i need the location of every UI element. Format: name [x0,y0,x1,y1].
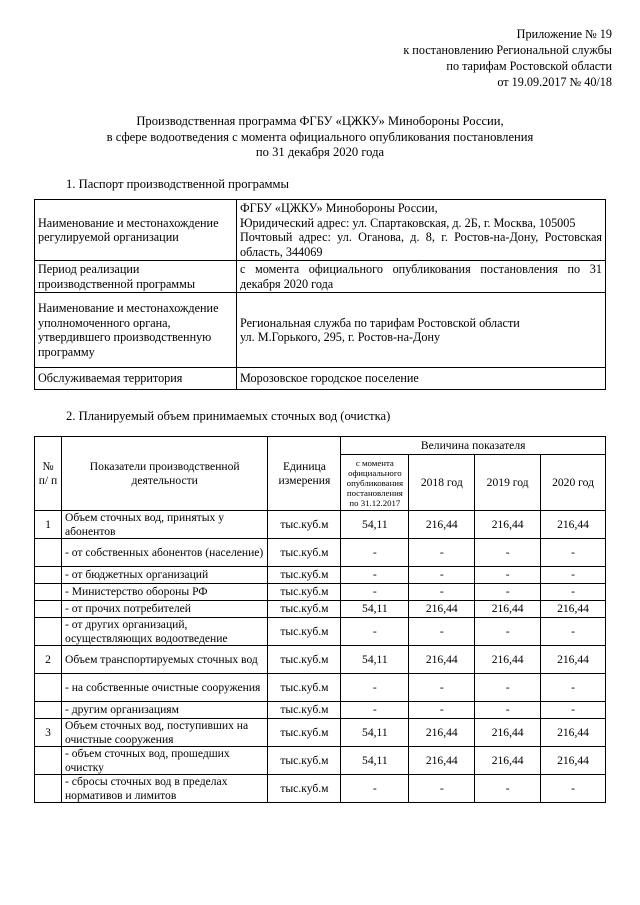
row-value-2018: 216,44 [409,719,475,747]
row-base-value: 54,11 [341,601,409,618]
table-row [35,511,606,539]
passport-value-line: ул. М.Горького, 295, г. Ростов-на-Дону [240,330,441,344]
row-unit: тыс.куб.м [268,539,341,567]
row-value-2020: - [541,584,606,601]
row-value-2020: - [541,674,606,702]
row-base-value: - [341,539,409,567]
row-unit: тыс.куб.м [268,601,341,618]
header-name: Показатели производственной деятельности [61,437,268,511]
header-base-period: с момента официального опубликования постановления по 31.12.2017 [341,455,409,511]
row-value-2019: 216,44 [475,646,541,674]
row-unit: тыс.куб.м [268,567,341,584]
row-indicator: - другим организациям [61,702,268,719]
passport-row [35,261,606,293]
passport-value [237,200,606,261]
row-unit: тыс.куб.м [268,719,341,747]
header-year-2019: 2019 год [475,455,541,511]
row-value-2018: - [409,775,475,803]
header-year-2018: 2018 год [409,455,475,511]
row-unit: тыс.куб.м [268,584,341,601]
header-unit: Единица измерения [268,437,341,511]
row-unit: тыс.куб.м [268,775,341,803]
appendix-line: по тарифам Ростовской области [446,59,612,73]
volume-table [34,436,606,803]
row-value-2019: - [475,539,541,567]
row-number [35,584,62,601]
table-row [35,719,606,747]
row-value-2019: 216,44 [475,747,541,775]
row-indicator: - от других организаций, осуществляющих водоотведение [61,618,268,646]
row-unit: тыс.куб.м [268,646,341,674]
table-row [35,601,606,618]
row-number: 3 [35,719,62,747]
row-value-2020: 216,44 [541,601,606,618]
appendix-line: от 19.09.2017 № 40/18 [497,75,612,89]
row-number [35,601,62,618]
table-row [35,567,606,584]
passport-key: Наименование и местонахождение регулируемой организации [35,200,237,261]
row-indicator: Объем сточных вод, поступивших на очистные сооружения [61,719,268,747]
row-value-2018: 216,44 [409,601,475,618]
row-value-2020: 216,44 [541,719,606,747]
passport-key: Период реализации производственной программы [35,261,237,293]
section-heading-passport: 1. Паспорт производственной программы [66,177,289,191]
row-value-2018: - [409,584,475,601]
row-base-value: 54,11 [341,646,409,674]
passport-value: Морозовское городское поселение [237,368,606,390]
row-value-2019: - [475,775,541,803]
row-indicator: - от бюджетных организаций [61,567,268,584]
row-number: 2 [35,646,62,674]
row-base-value: - [341,567,409,584]
table-row [35,674,606,702]
row-indicator: - сбросы сточных вод в пределах нормативов и лимитов [61,775,268,803]
header-num: № п/ п [35,437,62,511]
passport-value: с момента официального опубликования постановления по 31 декабря 2020 года [237,261,606,293]
row-indicator: Объем сточных вод, принятых у абонентов [61,511,268,539]
row-indicator: - от собственных абонентов (население) [61,539,268,567]
row-base-value: - [341,618,409,646]
row-base-value: - [341,584,409,601]
table-row [35,618,606,646]
row-number [35,618,62,646]
row-unit: тыс.куб.м [268,618,341,646]
row-value-2020: - [541,775,606,803]
row-base-value: 54,11 [341,747,409,775]
row-indicator: - от прочих потребителей [61,601,268,618]
table-row [35,539,606,567]
row-value-2020: - [541,567,606,584]
row-value-2019: - [475,618,541,646]
row-value-2018: - [409,702,475,719]
row-unit: тыс.куб.м [268,702,341,719]
row-value-2020: - [541,618,606,646]
document-title [30,114,610,161]
appendix-line: Приложение № 19 [516,27,612,41]
title-line: Производственная программа ФГБУ «ЦЖКУ» Минобороны России, [136,114,504,128]
passport-value-line: ФГБУ «ЦЖКУ» Минобороны России, [240,201,438,215]
table-row [35,702,606,719]
header-row [35,437,606,455]
header-year-2020: 2020 год [541,455,606,511]
row-value-2020: 216,44 [541,646,606,674]
passport-row [35,200,606,261]
volume-table-body [35,511,606,803]
row-value-2018: 216,44 [409,747,475,775]
row-number [35,674,62,702]
passport-value [237,293,606,368]
row-base-value: - [341,702,409,719]
section-heading-volume: 2. Планируемый объем принимаемых сточных вод (очистка) [66,409,391,423]
row-value-2018: - [409,539,475,567]
table-row [35,747,606,775]
passport-table [34,199,606,390]
row-value-2018: 216,44 [409,511,475,539]
table-row [35,584,606,601]
passport-value-line: Юридический адрес: ул. Спартаковская, д. 2Б, г. Москва, 105005 [240,215,576,230]
appendix-header [312,26,612,90]
row-value-2018: - [409,567,475,584]
row-indicator: - на собственные очистные сооружения [61,674,268,702]
row-base-value: - [341,775,409,803]
row-indicator: - объем сточных вод, прошедших очистку [61,747,268,775]
row-value-2019: - [475,567,541,584]
table-row [35,646,606,674]
passport-row [35,293,606,368]
title-line: по 31 декабря 2020 года [255,145,385,159]
row-value-2018: - [409,674,475,702]
row-value-2019: - [475,702,541,719]
row-indicator: Объем транспортируемых сточных вод [61,646,268,674]
row-unit: тыс.куб.м [268,511,341,539]
passport-key: Наименование и местонахождение уполномоченного органа, утвердившего производственную программу [35,293,237,368]
passport-value-line: Региональная служба по тарифам Ростовской области [240,315,520,330]
row-number [35,747,62,775]
row-unit: тыс.куб.м [268,674,341,702]
row-value-2019: 216,44 [475,601,541,618]
row-value-2020: - [541,702,606,719]
row-value-2020: 216,44 [541,511,606,539]
row-value-2020: - [541,539,606,567]
row-number [35,539,62,567]
table-row [35,775,606,803]
appendix-line: к постановлению Региональной службы [403,43,612,57]
row-value-2019: - [475,674,541,702]
row-value-2019: 216,44 [475,719,541,747]
row-number [35,775,62,803]
row-number [35,702,62,719]
row-base-value: 54,11 [341,511,409,539]
row-value-2019: 216,44 [475,511,541,539]
title-line: в сфере водоотведения с момента официального опубликования постановления [106,129,534,144]
passport-row [35,368,606,390]
passport-value-line: Почтовый адрес: ул. Оганова, д. 8, г. Ростов-на-Дону, Ростовская область, 344069 [240,230,602,259]
row-base-value: - [341,674,409,702]
row-value-2020: 216,44 [541,747,606,775]
row-number [35,567,62,584]
row-value-2018: 216,44 [409,646,475,674]
passport-key: Обслуживаемая территория [35,368,237,390]
header-value: Величина показателя [341,437,606,455]
row-value-2019: - [475,584,541,601]
row-value-2018: - [409,618,475,646]
row-unit: тыс.куб.м [268,747,341,775]
row-indicator: - Министерство обороны РФ [61,584,268,601]
row-base-value: 54,11 [341,719,409,747]
row-number: 1 [35,511,62,539]
